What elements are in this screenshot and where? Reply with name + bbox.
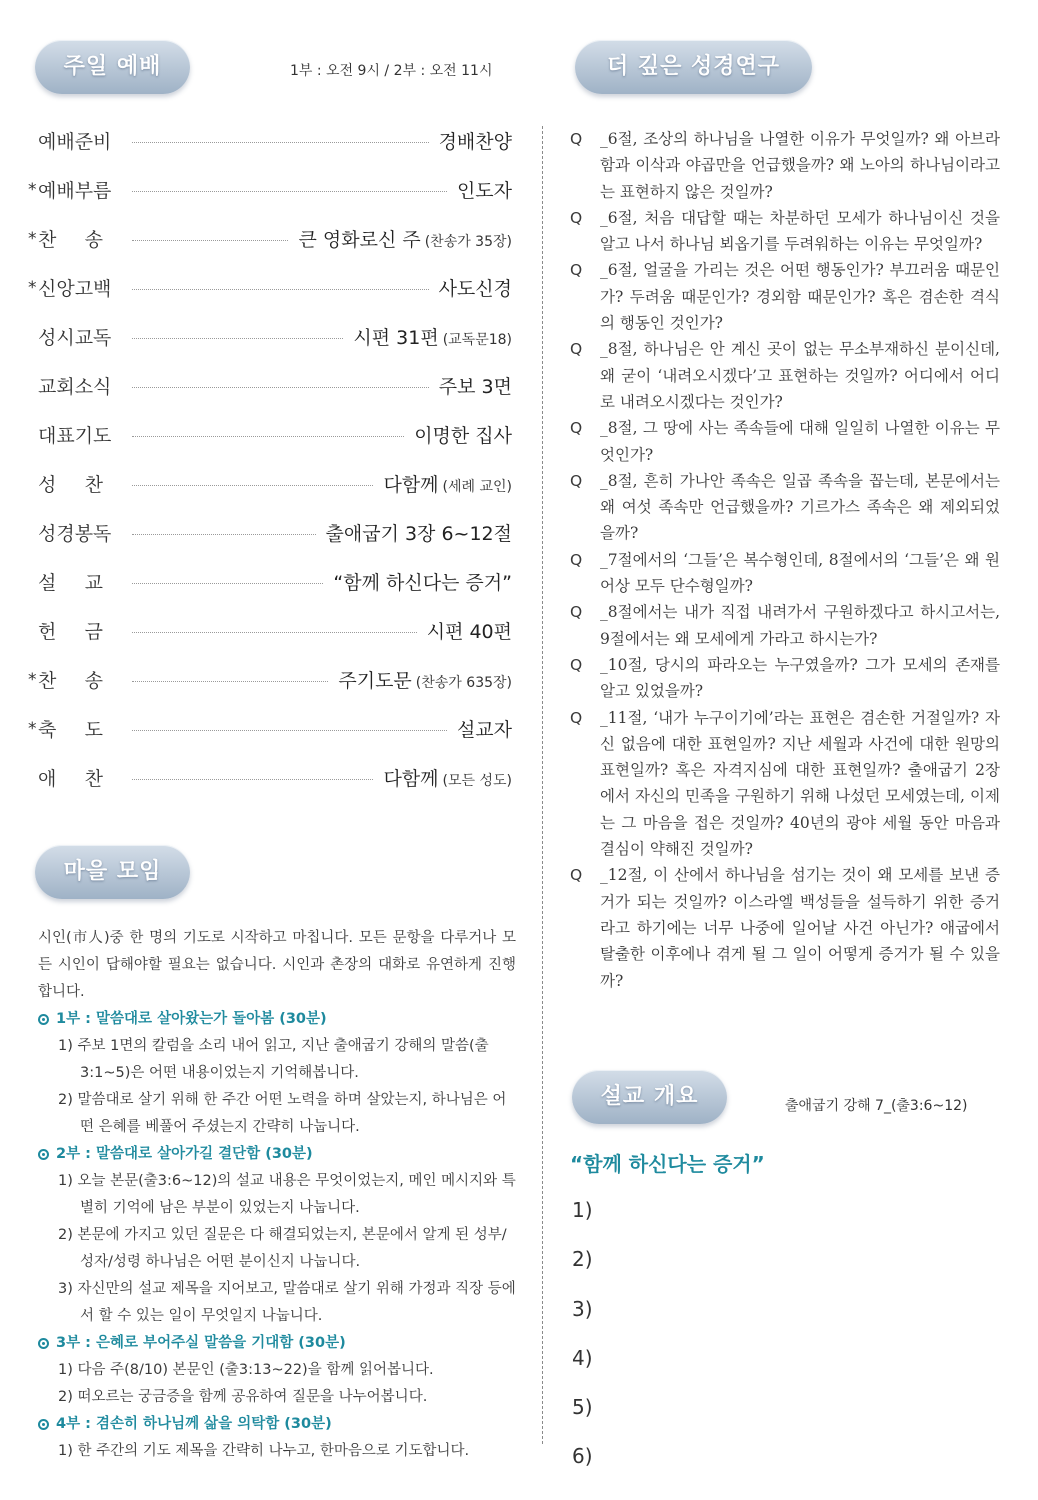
question-text: _8절, 그 땅에 사는 족속들에 대해 일일히 나열한 이유는 무엇인가?	[600, 419, 1000, 464]
order-value-main: 인도자	[456, 180, 512, 202]
order-value	[427, 617, 512, 644]
order-row	[28, 557, 512, 606]
order-row	[28, 459, 512, 508]
dotted-leader	[132, 779, 373, 780]
order-value	[457, 176, 512, 203]
meeting-section-heading	[38, 1411, 516, 1438]
question-text: _6절, 조상의 하나님을 나열한 이유가 무엇일까? 왜 아브라함과 이삭과 야곱만을 언급했을까? 왜 노아의 하나님이라고는 표현하지 않은 것일까?	[600, 130, 1000, 201]
question-text: _8절, 흔히 가나안 족속은 일곱 족속을 꼽는데, 본문에서는 왜 여섯 족속만 언급했을까? 기르가스 족속은 왜 제외되었을까?	[600, 471, 1000, 543]
order-name-char: 도	[84, 719, 103, 741]
order-star: *	[28, 277, 37, 298]
outline-blank: 1)	[572, 1198, 593, 1222]
order-value	[298, 225, 512, 252]
order-name-char: 찬	[38, 670, 57, 692]
order-row	[28, 116, 512, 165]
meeting-item: 1) 한 주간의 기도 제목을 간략히 나누고, 한마음으로 기도합니다.	[58, 1443, 470, 1459]
order-name: 신앙고백	[38, 278, 112, 300]
outline-blank: 4)	[572, 1345, 593, 1370]
question-label: Q	[570, 866, 583, 885]
dotted-leader	[132, 730, 447, 731]
study-question	[570, 415, 1000, 468]
order-name-char: 헌	[38, 621, 57, 643]
study-question	[570, 599, 1000, 652]
question-label: Q	[570, 655, 583, 674]
dotted-leader	[132, 240, 288, 241]
order-value	[439, 372, 512, 399]
question-label: Q	[570, 471, 583, 490]
order-value-main: 주보 3면	[438, 376, 512, 398]
order-name-char: 송	[84, 229, 103, 251]
order-name: 교회소식	[38, 376, 112, 398]
meeting-section-heading	[38, 1330, 516, 1357]
meeting-intro: 시인(市人)중 한 명의 기도로 시작하고 마칩니다. 모든 문항을 다루거나 모든 시인이 답해야할 필요는 없습니다. 시인과 촌장의 대화로 유연하게 진행합니다.	[38, 930, 516, 1000]
order-name-char: 금	[84, 621, 103, 643]
order-value-main: 주기도문	[338, 670, 412, 692]
order-row	[28, 704, 512, 753]
meeting-item: 1) 오늘 본문(출3:6~12)의 설교 내용은 무엇이었는지, 메인 메시지와 특별히 기억에 남은 부분이 있었는지 나눕니다.	[58, 1173, 516, 1216]
order-value	[439, 127, 512, 154]
study-title: 더 깊은 성경연구	[575, 40, 812, 94]
question-text: _8절에서는 내가 직접 내려가서 구원하겠다고 하시고서는, 9절에서는 왜 모세에게 가라고 하시는가?	[600, 603, 1000, 648]
order-value-note: (세례 교인)	[442, 479, 512, 495]
target-bullet-icon	[38, 1014, 49, 1025]
study-question	[570, 126, 1000, 205]
question-label: Q	[570, 603, 583, 622]
dotted-leader	[132, 387, 429, 388]
meeting-section-title: 3부 : 은혜로 부어주실 말씀을 기대함 (30분)	[56, 1335, 346, 1351]
sermon-heading: “함께 하신다는 증거”	[570, 1152, 765, 1176]
order-value	[333, 568, 512, 595]
dotted-leader	[132, 681, 328, 682]
question-text: _11절, ‘내가 누구이기에’라는 표현은 겸손한 거절일까? 자신 없음에 대한 표현일까? 지난 세월과 사건에 대한 원망의 표현일까? 혹은 자격지심에 대한 표현일까? 출애굽기 2장에서 자신의 민족을 구원하기 위해 나섰던 모세였는데, 이제는 그 마음을 접은 것일까? 40년의 광야 세월 동안 마음과 결심이 약해진 것일까?	[600, 708, 1000, 859]
study-question	[570, 547, 1000, 600]
question-text: _12절, 이 산에서 하나님을 섬기는 것이 왜 모세를 보낸 증거가 되는 것일까? 이스라엘 백성들을 설득하기 위한 증거라고 하기에는 너무 나중에 일어날 사건 아닌가? 애굽에서 탈출한 이후에나 겪게 될 그 일이 어떻게 증거가 될 수 있을까?	[600, 866, 1000, 990]
order-star: *	[28, 228, 37, 249]
meeting-section-heading	[38, 1141, 516, 1168]
order-name	[38, 764, 103, 791]
order-star: *	[28, 669, 37, 690]
question-text: _6절, 처음 대답할 때는 차분하던 모세가 하나님이신 것을 알고 나서 하나님 뵈옵기를 두려워하는 이유는 무엇일까?	[600, 208, 1000, 254]
question-label: Q	[570, 208, 583, 227]
question-text: _8절, 하나님은 안 계신 곳이 없는 무소부재하신 분이신데, 왜 굳이 ‘내려오시겠다’고 표현하는 것일까? 어디에서 어디로 내려오시겠다는 것인가?	[600, 340, 1000, 411]
order-value	[326, 519, 512, 546]
order-name-char: 송	[84, 670, 103, 692]
order-row	[28, 263, 512, 312]
meeting-section-title: 1부 : 말씀대로 살아왔는가 돌아봄 (30분)	[56, 1011, 327, 1027]
order-value-main: 이명한 집사	[414, 425, 512, 447]
order-name-char: 찬	[38, 229, 57, 251]
outline-blank: 2)	[572, 1247, 593, 1272]
question-label: Q	[570, 261, 583, 280]
order-value	[414, 421, 512, 448]
meeting-item: 3) 자신만의 설교 제목을 지어보고, 말씀대로 살기 위해 가정과 직장 등에서 할 수 있는 일이 무엇일지 나눕니다.	[58, 1281, 516, 1324]
order-row	[28, 214, 512, 263]
study-questions	[570, 126, 1000, 994]
meeting-section-heading	[38, 1006, 516, 1033]
order-name-char: 축	[38, 719, 57, 741]
order-value-note: (찬송가 635장)	[415, 675, 512, 691]
order-row	[28, 606, 512, 655]
order-value	[338, 666, 512, 693]
worship-title: 주일 예배	[35, 40, 190, 94]
order-name: 성시교독	[38, 327, 112, 349]
order-name: 성경봉독	[38, 523, 112, 545]
order-row	[28, 753, 512, 802]
order-value-note: (교독문18)	[442, 332, 512, 348]
column-divider	[542, 126, 543, 1444]
meeting-guide	[38, 925, 516, 1465]
dotted-leader	[132, 142, 429, 143]
question-label: Q	[570, 419, 583, 438]
order-name	[38, 225, 103, 252]
order-value-main: “함께 하신다는 증거”	[333, 572, 512, 594]
study-question	[570, 205, 1000, 258]
order-row	[28, 165, 512, 214]
outline-blank: 3)	[572, 1296, 593, 1321]
outline-blank: 6)	[572, 1444, 593, 1469]
study-question	[570, 468, 1000, 547]
sermon-outline	[572, 1186, 593, 1482]
outline-blank: 5)	[572, 1395, 593, 1420]
order-name-char: 찬	[84, 768, 103, 790]
order-value-main: 시편 31편	[353, 327, 439, 349]
question-text: _10절, 당시의 파라오는 누구였을까? 그가 모세의 존재를 알고 있었을까?	[600, 655, 1000, 701]
order-star: *	[28, 718, 37, 739]
target-bullet-icon	[38, 1149, 49, 1160]
order-value	[383, 470, 512, 497]
study-question	[570, 336, 1000, 415]
meeting-item: 2) 말씀대로 살기 위해 한 주간 어떤 노력을 하며 살았는지, 하나님은 어떤 은혜를 베풀어 주셨는지 간략히 나눕니다.	[58, 1092, 507, 1135]
dotted-leader	[132, 191, 447, 192]
target-bullet-icon	[38, 1419, 49, 1430]
order-name: 대표기도	[38, 425, 112, 447]
order-value-main: 사도신경	[438, 278, 512, 300]
dotted-leader	[132, 436, 404, 437]
order-row	[28, 410, 512, 459]
order-value-main: 설교자	[456, 719, 512, 741]
meeting-item: 2) 떠오르는 궁금증을 함께 공유하여 질문을 나누어봅니다.	[58, 1389, 428, 1405]
order-name	[38, 666, 103, 693]
dotted-leader	[132, 338, 343, 339]
order-value	[353, 323, 512, 350]
order-row	[28, 361, 512, 410]
study-question	[570, 705, 1000, 863]
meeting-item: 2) 본문에 가지고 있던 질문은 다 해결되었는지, 본문에서 알게 된 성부/성자/성령 하나님은 어떤 분이신지 나눕니다.	[58, 1227, 507, 1270]
meeting-item: 1) 주보 1면의 칼럼을 소리 내어 읽고, 지난 출애굽기 강해의 말씀(출3:1~5)은 어떤 내용이었는지 기억해봅니다.	[58, 1038, 489, 1081]
order-of-worship	[28, 116, 512, 802]
worship-schedule: 1부 : 오전 9시 / 2부 : 오전 11시	[290, 63, 493, 79]
order-row	[28, 655, 512, 704]
dotted-leader	[132, 583, 323, 584]
dotted-leader	[132, 485, 373, 486]
study-question	[570, 652, 1000, 705]
order-value-note: (모든 성도)	[442, 773, 512, 789]
order-name-char: 설	[38, 572, 57, 594]
order-value-main: 다함께	[383, 768, 439, 790]
order-name	[38, 568, 103, 595]
order-name-char: 교	[84, 572, 103, 594]
order-row	[28, 508, 512, 557]
order-value-main: 다함께	[383, 474, 439, 496]
order-name-char: 성	[38, 474, 57, 496]
order-name	[38, 617, 103, 644]
order-value	[383, 764, 512, 791]
meeting-item: 1) 다음 주(8/10) 본문인 (출3:13~22)을 함께 읽어봅니다.	[58, 1362, 434, 1378]
question-text: _7절에서의 ‘그들’은 복수형인데, 8절에서의 ‘그들’은 왜 원어상 모두 단수형일까?	[600, 550, 1000, 596]
question-label: Q	[570, 340, 583, 359]
dotted-leader	[132, 289, 429, 290]
question-text: _6절, 얼굴을 가리는 것은 어떤 행동인가? 부끄러움 때문인가? 두려움 때문인가? 경외함 때문인가? 혹은 겸손한 격식의 행동인 것인가?	[600, 261, 1000, 333]
question-label: Q	[570, 708, 583, 727]
question-label: Q	[570, 130, 583, 148]
meeting-section-title: 2부 : 말씀대로 살아가길 결단함 (30분)	[56, 1146, 313, 1162]
order-value-main: 시편 40편	[426, 621, 512, 643]
question-label: Q	[570, 550, 583, 569]
order-name-char: 애	[38, 768, 57, 790]
order-name	[38, 470, 103, 497]
meeting-title: 마을 모임	[35, 845, 190, 899]
order-value-main: 출애굽기 3장 6~12절	[325, 523, 512, 545]
order-name	[38, 715, 103, 742]
order-name: 예배부름	[38, 180, 112, 202]
sermon-title: 설교 개요	[572, 1070, 727, 1124]
order-value	[439, 274, 512, 301]
order-value-main: 경배찬양	[438, 131, 512, 153]
study-question	[570, 862, 1000, 993]
target-bullet-icon	[38, 1338, 49, 1349]
order-value	[457, 715, 512, 742]
order-star: *	[28, 179, 37, 200]
order-value-note: (찬송가 35장)	[424, 234, 512, 250]
dotted-leader	[132, 632, 417, 633]
order-name: 예배준비	[38, 131, 112, 153]
order-value-main: 큰 영화로신 주	[298, 229, 421, 251]
dotted-leader	[132, 534, 316, 535]
study-question	[570, 257, 1000, 336]
sermon-reference: 출애굽기 강해 7_(출3:6~12)	[785, 1098, 968, 1114]
meeting-section-title: 4부 : 겸손히 하나님께 삶을 의탁함 (30분)	[56, 1416, 332, 1432]
order-name-char: 찬	[84, 474, 103, 496]
order-row	[28, 312, 512, 361]
